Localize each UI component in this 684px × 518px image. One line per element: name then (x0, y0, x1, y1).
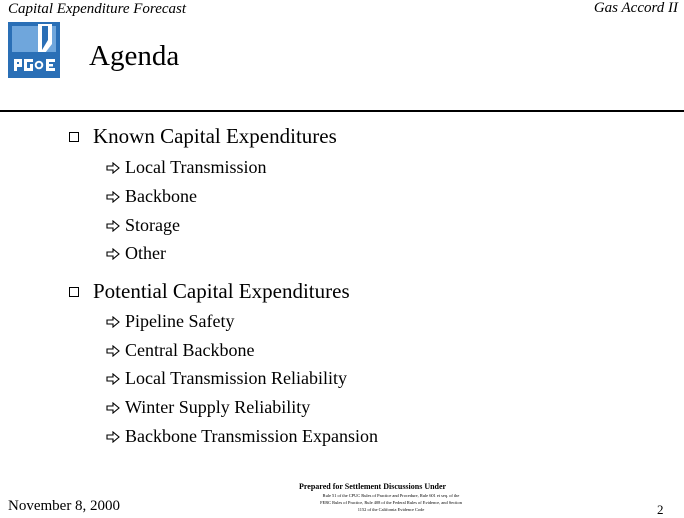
list-item-label: Local Transmission (125, 157, 267, 177)
footer-legal-line: 1152 of the California Evidence Code (357, 507, 425, 512)
list-item (106, 186, 197, 207)
arrow-right-icon (106, 248, 120, 260)
title-divider (0, 110, 684, 112)
header-left-title: Capital Expenditure Forecast (8, 1, 187, 17)
footer-legal-line: FERC Rules of Practice, Rule 408 of the Federal Rules of Evidence, and Section (320, 500, 462, 505)
arrow-right-icon (106, 345, 120, 357)
list-item (106, 311, 234, 332)
list-item (106, 368, 347, 389)
list-item-label: Winter Supply Reliability (125, 397, 311, 417)
list-item-label: Other (125, 243, 166, 263)
footer-legal-line: Rule 51 of the CPUC Rules of Practice and Procedure, Rule 601 et seq. of the (322, 493, 460, 498)
header-right-title: Gas Accord II (593, 0, 678, 16)
list-item-label: Backbone (125, 186, 197, 206)
arrow-right-icon (106, 162, 120, 174)
list-item-label: Pipeline Safety (125, 311, 235, 331)
pge-logo (8, 22, 60, 78)
arrow-right-icon (106, 431, 120, 443)
list-item-label: Local Transmission Reliability (125, 368, 348, 388)
section-label: Known Capital Expenditures (93, 124, 337, 148)
footer-prepared-note: Prepared for Settlement Discussions Under (299, 482, 447, 491)
page-number: 2 (657, 502, 664, 517)
checkbox-bullet-icon (69, 287, 79, 297)
section-known-capex (69, 124, 337, 149)
checkbox-bullet-icon (69, 132, 79, 142)
page-title: Agenda (89, 40, 180, 72)
list-item (106, 243, 166, 264)
section-potential-capex (69, 279, 350, 304)
arrow-right-icon (106, 316, 120, 328)
footer-date: November 8, 2000 (8, 498, 121, 514)
arrow-right-icon (106, 191, 120, 203)
pge-logo-graphic (8, 22, 60, 78)
list-item (106, 215, 180, 236)
arrow-right-icon (106, 373, 120, 385)
list-item (106, 397, 310, 418)
list-item-label: Backbone Transmission Expansion (125, 426, 379, 446)
arrow-right-icon (106, 402, 120, 414)
arrow-right-icon (106, 220, 120, 232)
list-item-label: Central Backbone (125, 340, 255, 360)
list-item (106, 426, 378, 447)
list-item-label: Storage (125, 215, 180, 235)
footer-legal-note (276, 492, 506, 513)
list-item (106, 340, 254, 361)
section-label: Potential Capital Expenditures (93, 279, 350, 303)
list-item (106, 157, 267, 178)
